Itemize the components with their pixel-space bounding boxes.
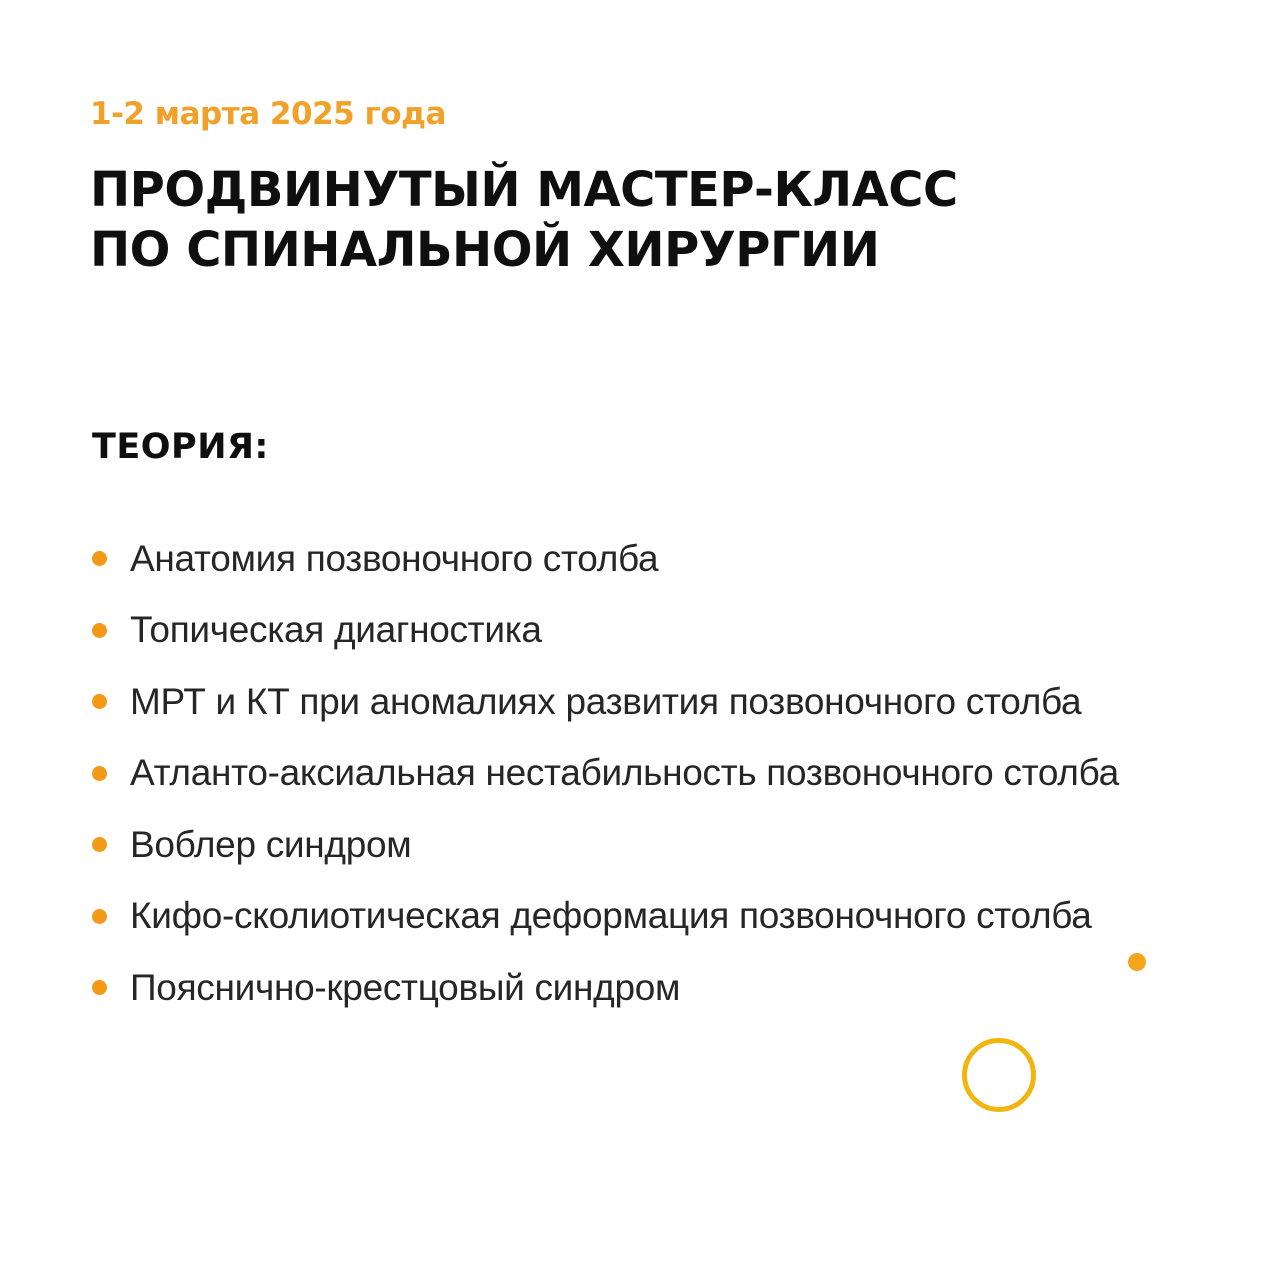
list-item (92, 595, 1119, 667)
bullet-dot-icon (92, 766, 107, 781)
list-item (92, 809, 1119, 881)
bullet-dot-icon (92, 551, 107, 566)
list-item (92, 738, 1119, 810)
title-line-1: ПРОДВИНУТЫЙ МАСТЕР-КЛАСС (90, 162, 958, 218)
list-item (92, 881, 1119, 953)
bullet-dot-icon (92, 623, 107, 638)
bullet-dot-icon (92, 837, 107, 852)
list-item-text: Топическая диагностика (130, 609, 542, 651)
section-heading-theory: ТЕОРИЯ: (92, 427, 269, 467)
topic-list (92, 523, 1119, 1024)
list-item (92, 523, 1119, 595)
list-item-text: Анатомия позвоночного столба (130, 537, 659, 579)
list-item-text: Воблер синдром (130, 823, 412, 865)
list-item-text: Атланто-аксиальная нестабильность позвоночного столба (130, 752, 1119, 794)
list-item-text: МРТ и КТ при аномалиях развития позвоночного столба (130, 680, 1082, 722)
bullet-dot-icon (92, 694, 107, 709)
title-line-2: ПО СПИНАЛЬНОЙ ХИРУРГИИ (90, 222, 880, 278)
event-date: 1-2 марта 2025 года (90, 96, 446, 132)
accent-ring-icon (962, 1038, 1036, 1112)
list-item (92, 952, 1119, 1024)
list-item-text: Пояснично-крестцовый синдром (130, 966, 681, 1008)
bullet-dot-icon (92, 909, 107, 924)
list-item (92, 666, 1119, 738)
accent-dot-icon (1128, 953, 1146, 971)
list-item-text: Кифо-сколиотическая деформация позвоночного столба (130, 895, 1092, 937)
bullet-dot-icon (92, 980, 107, 995)
page-title (90, 160, 958, 280)
